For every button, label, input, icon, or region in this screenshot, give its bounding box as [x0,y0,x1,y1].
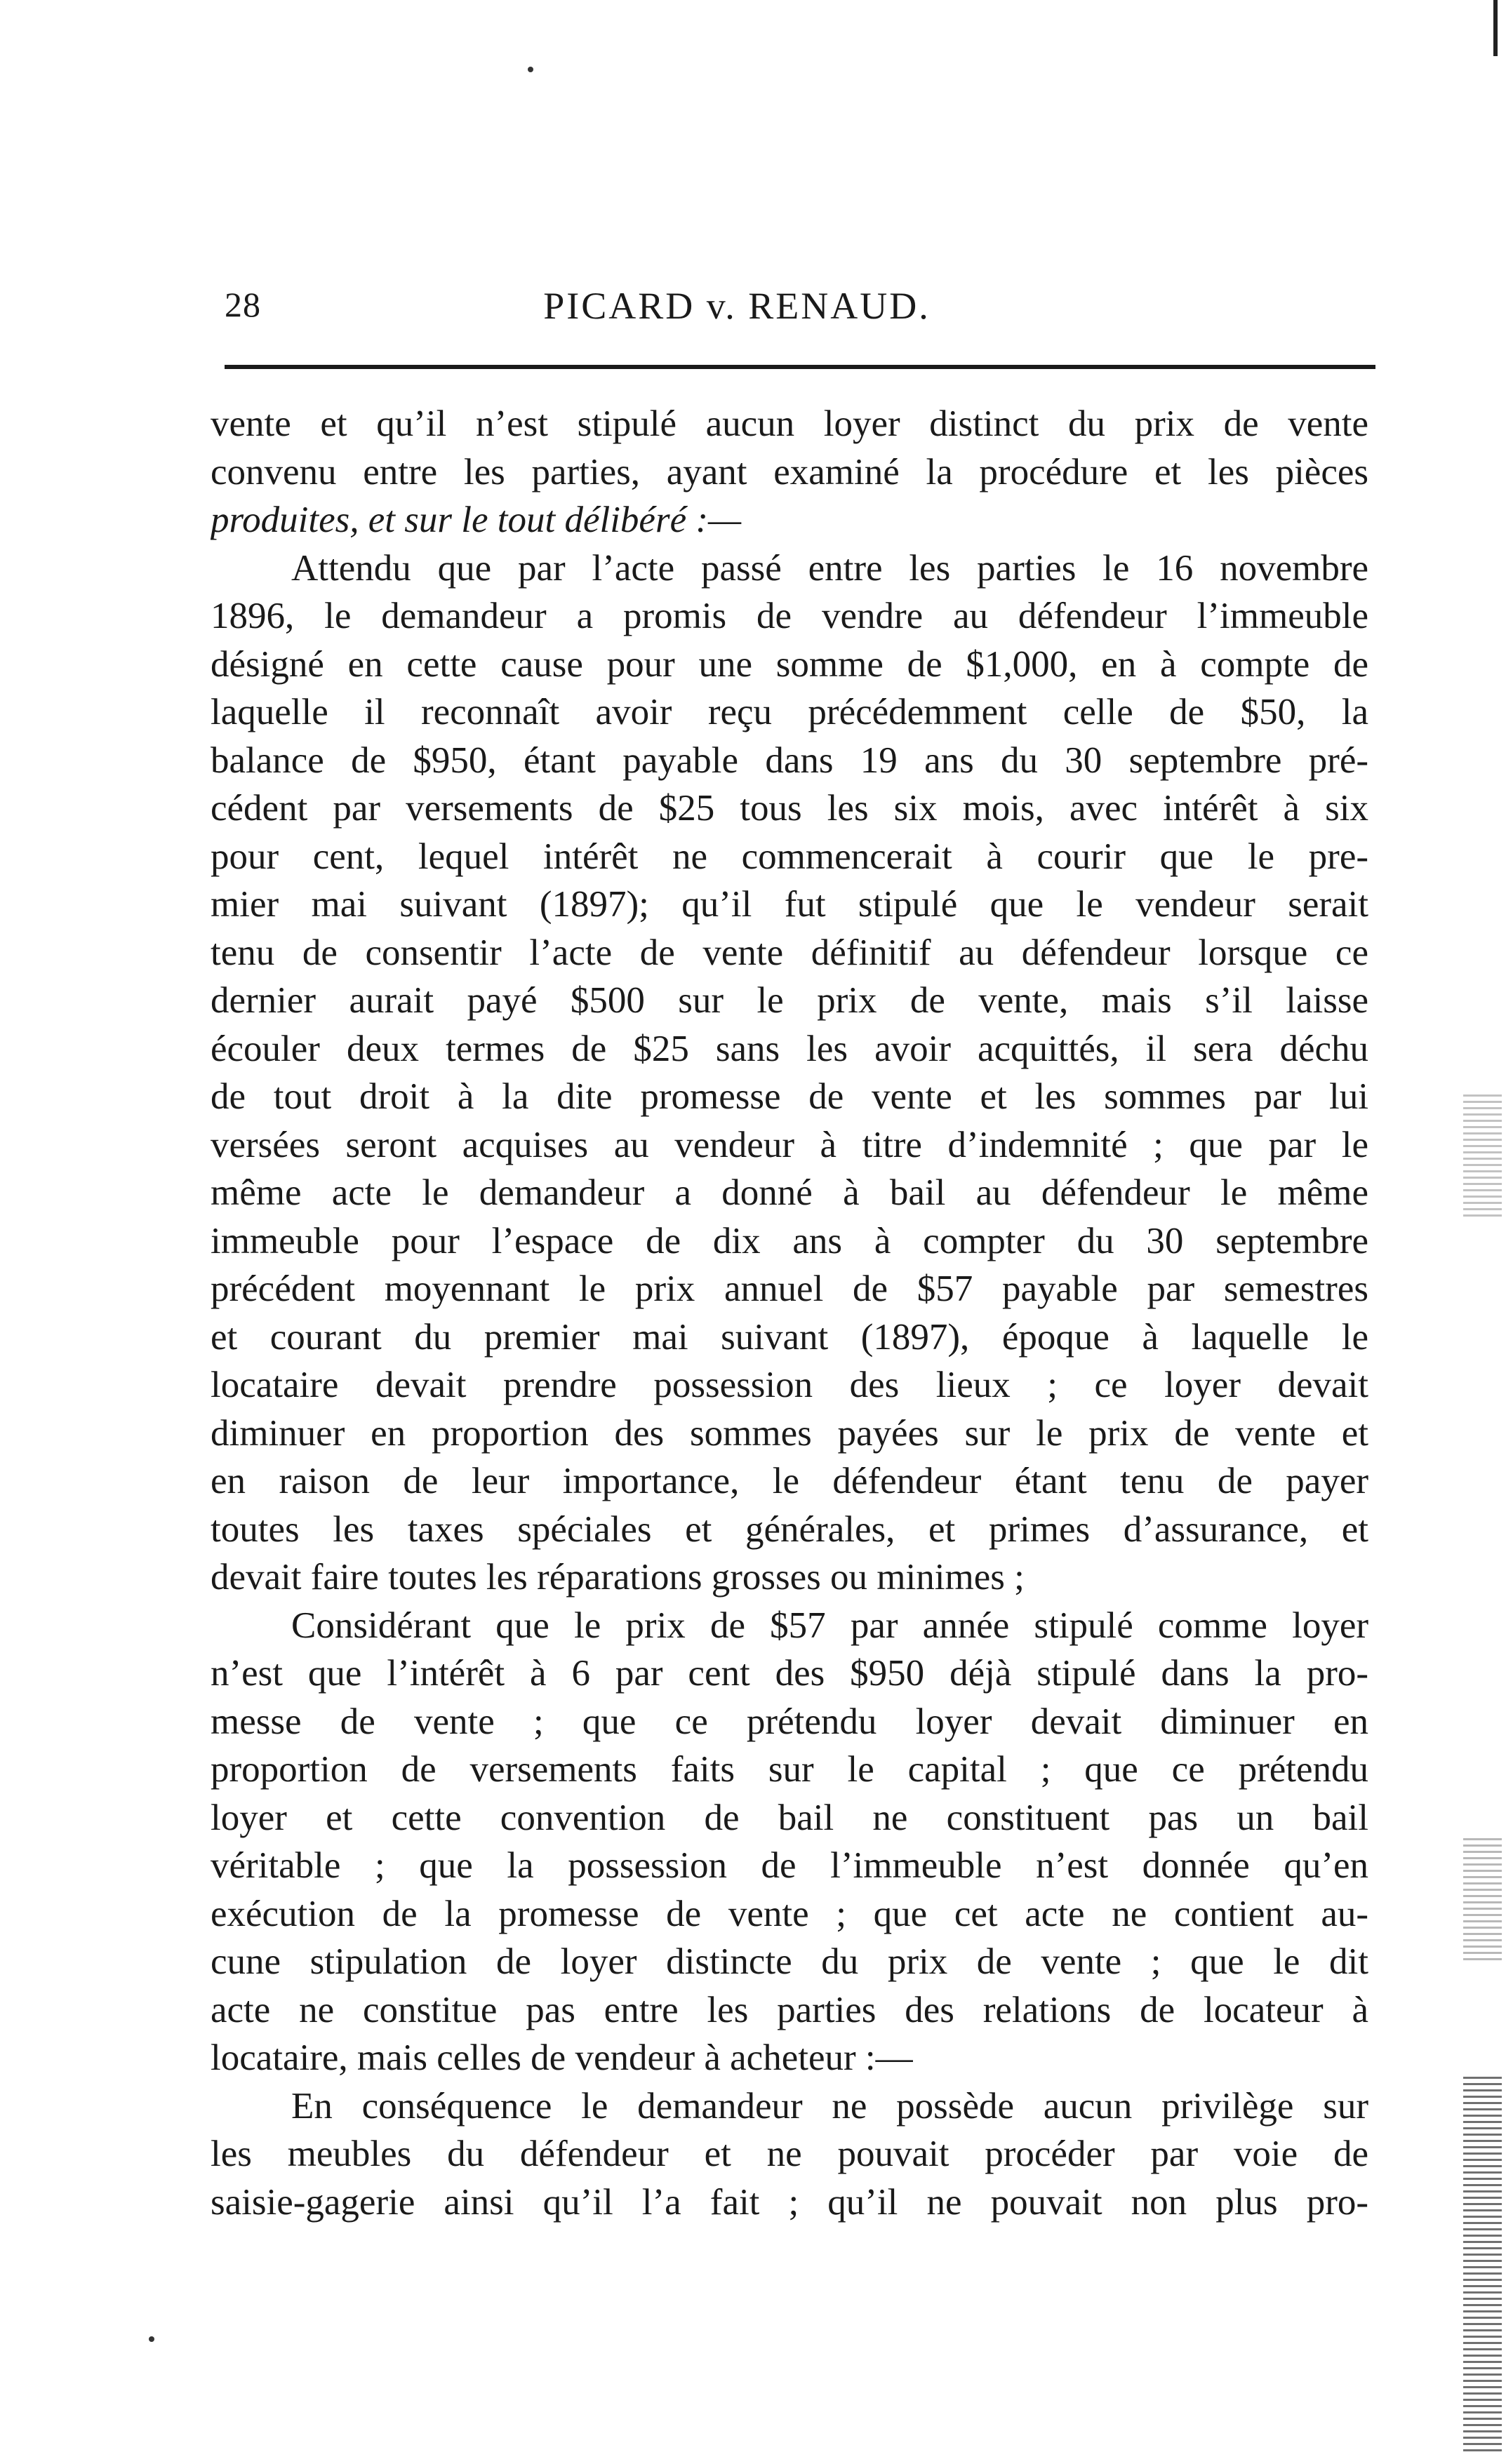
text-line: locataire, mais celles de vendeur à acheteur :— [211,2037,913,2078]
text-line: vente et qu’il n’est stipulé aucun loyer distinct du prix de vente [211,403,1368,444]
scan-edge-speckle [1463,1094,1502,1221]
scan-edge-speckle [1463,1838,1502,1964]
text-line: les meubles du défendeur et ne pouvait procéder par voie de [211,2134,1368,2174]
scan-edge-speckle [1463,2077,1502,2456]
text-line: n’est que l’intérêt à 6 par cent des $950 déjà stipulé dans la pro- [211,1653,1368,1694]
text-line: produites, et sur le tout délibéré :— [211,500,742,540]
text-line: pour cent, lequel intérêt ne commencerait à courir que le pre- [211,836,1368,877]
scan-speck [149,2336,154,2342]
text-line: écouler deux termes de $25 sans les avoir acquittés, il sera déchu [211,1028,1368,1069]
text-line: véritable ; que la possession de l’immeuble n’est donnée qu’en [211,1845,1368,1886]
text-line: Considérant que le prix de $57 par année stipulé comme loyer [291,1605,1368,1646]
text-line: versées seront acquises au vendeur à titre d’indemnité ; que par le [211,1124,1368,1165]
text-line: diminuer en proportion des sommes payées sur le prix de vente et [211,1412,1368,1454]
text-line: en raison de leur importance, le défendeur étant tenu de payer [211,1461,1368,1501]
page-header [225,284,1375,340]
text-line: cune stipulation de loyer distincte du prix de vente ; que le dit [211,1941,1368,1982]
text-line: dernier aurait payé $500 sur le prix de vente, mais s’il laisse [211,980,1368,1021]
text-line: désigné en cette cause pour une somme de $1,000, en à compte de [211,643,1368,685]
running-title: PICARD v. RENAUD. [543,285,931,327]
text-line: locataire devait prendre possession des lieux ; ce loyer devait [211,1365,1368,1405]
text-line: laquelle il reconnaît avoir reçu précédemment celle de $50, la [211,692,1368,732]
text-line: précédent moyennant le prix annuel de $57 payable par semestres [211,1268,1368,1309]
text-line: tenu de consentir l’acte de vente définitif au défendeur lorsque ce [211,932,1368,973]
page-number: 28 [225,285,261,324]
text-line: cédent par versements de $25 tous les six mois, avec intérêt à six [211,788,1368,829]
header-rule [225,365,1375,369]
text-line: immeuble pour l’espace de dix ans à compter du 30 septembre [211,1220,1368,1261]
scan-edge-mark [1493,0,1498,56]
scan-speck [528,67,533,72]
text-line: 1896, le demandeur a promis de vendre au défendeur l’immeuble [211,596,1368,636]
text-line: messe de vente ; que ce prétendu loyer devait diminuer en [211,1701,1368,1742]
text-line: balance de $950, étant payable dans 19 ans du 30 septembre pré- [211,739,1368,781]
text-line: de tout droit à la dite promesse de vente et les sommes par lui [211,1076,1368,1117]
text-line: et courant du premier mai suivant (1897), époque à laquelle le [211,1316,1368,1358]
text-line: même acte le demandeur a donné à bail au défendeur le même [211,1172,1368,1213]
text-line: convenu entre les parties, ayant examiné la procédure et les pièces [211,451,1368,493]
text-line: proportion de versements faits sur le capital ; que ce prétendu [211,1749,1368,1790]
text-line: acte ne constitue pas entre les parties des relations de locateur à [211,1989,1368,2030]
text-line: toutes les taxes spéciales et générales, et primes d’assurance, et [211,1508,1368,1550]
text-line: loyer et cette convention de bail ne constituent pas un bail [211,1797,1368,1838]
text-line: Attendu que par l’acte passé entre les parties le 16 novembre [291,547,1368,589]
text-line: En conséquence le demandeur ne possède aucun privilège sur [291,2085,1368,2127]
text-line: saisie-gagerie ainsi qu’il l’a fait ; qu’il ne pouvait non plus pro- [211,2181,1368,2223]
text-line: exécution de la promesse de vente ; que cet acte ne contient au- [211,1893,1368,1934]
text-line: devait faire toutes les réparations grosses ou minimes ; [211,1557,1025,1598]
body-text [211,400,1368,2226]
text-line: mier mai suivant (1897); qu’il fut stipulé que le vendeur serait [211,884,1368,925]
